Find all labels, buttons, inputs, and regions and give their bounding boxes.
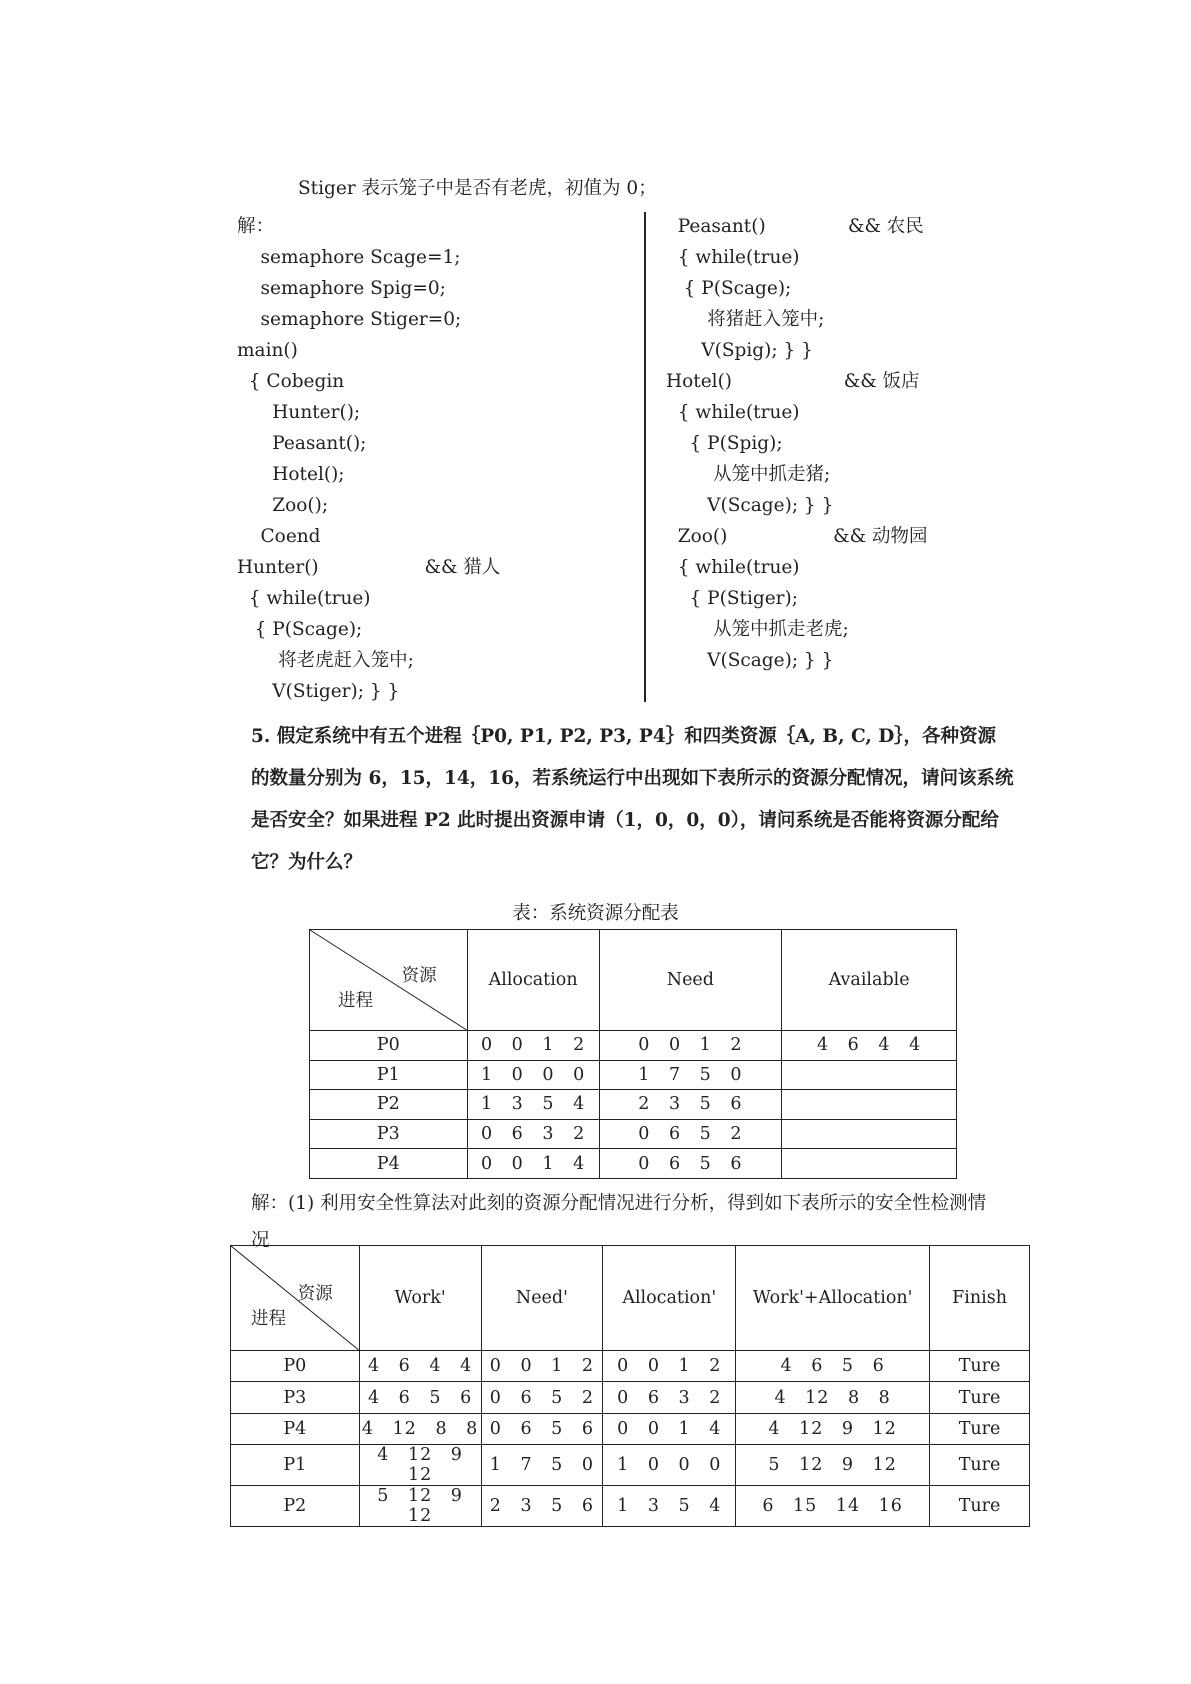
code-line: Zoo() && 动物园 xyxy=(666,526,928,547)
process-cell: P2 xyxy=(231,1486,360,1527)
question-line: 5. 假定系统中有五个进程｛P0, P1, P2, P3, P4｝和四类资源｛A, B, C, D｝，各种资源 xyxy=(251,726,997,747)
available-cell: 4 6 4 4 xyxy=(782,1031,957,1061)
code-line: Coend xyxy=(237,526,321,547)
work-plus-allocation-cell: 6 15 14 16 xyxy=(736,1486,930,1527)
need-cell: 2 3 5 6 xyxy=(481,1486,603,1527)
need-cell: 1 7 5 0 xyxy=(481,1445,603,1486)
diag-top-label: 资源 xyxy=(401,966,437,986)
code-line: Peasant(); xyxy=(237,433,367,454)
code-line: 将猪赶入笼中; xyxy=(666,309,825,330)
diag-bottom-label: 进程 xyxy=(338,991,373,1011)
code-line: { while(true) xyxy=(666,247,800,268)
table-row xyxy=(231,1413,1030,1444)
table-row xyxy=(310,1031,957,1061)
allocation-cell: 1 0 0 0 xyxy=(467,1060,599,1090)
column-header: Finish xyxy=(930,1246,1030,1351)
work-cell: 4 12 8 8 xyxy=(359,1413,481,1444)
question-line: 它？为什么？ xyxy=(251,852,363,873)
process-cell: P0 xyxy=(231,1351,360,1382)
code-line: 从笼中抓走猪; xyxy=(666,464,831,485)
allocation-cell: 0 0 1 2 xyxy=(467,1031,599,1061)
process-cell: P1 xyxy=(310,1060,468,1090)
code-line: Peasant() && 农民 xyxy=(666,216,924,237)
resource-allocation-table xyxy=(309,929,957,1179)
code-line: semaphore Spig=0; xyxy=(237,278,446,299)
code-line: Hunter() && 猎人 xyxy=(237,557,501,578)
allocation-cell: 0 6 3 2 xyxy=(603,1382,736,1413)
need-cell: 0 6 5 2 xyxy=(481,1382,603,1413)
code-line: 从笼中抓走老虎; xyxy=(666,619,849,640)
allocation-cell: 1 0 0 0 xyxy=(603,1445,736,1486)
column-header: Allocation xyxy=(467,930,599,1031)
work-cell: 5 12 9 12 xyxy=(359,1486,481,1527)
diagonal-line xyxy=(231,1246,359,1350)
code-line: { P(Scage); xyxy=(237,619,363,640)
allocation-cell: 1 3 5 4 xyxy=(467,1090,599,1120)
answer-line: 解：(1) 利用安全性算法对此刻的资源分配情况进行分析，得到如下表所示的安全性检测情 xyxy=(251,1193,987,1214)
process-cell: P3 xyxy=(310,1119,468,1149)
code-line: 解： xyxy=(237,216,275,237)
code-line: { while(true) xyxy=(666,557,800,578)
column-header: Need xyxy=(599,930,782,1031)
finish-cell: Ture xyxy=(930,1445,1030,1486)
allocation-cell: 0 0 1 4 xyxy=(603,1413,736,1444)
work-plus-allocation-cell: 4 12 9 12 xyxy=(736,1413,930,1444)
available-cell xyxy=(782,1149,957,1179)
process-cell: P2 xyxy=(310,1090,468,1120)
question-line: 的数量分别为 6，15，14，16，若系统运行中出现如下表所示的资源分配情况，请问该系统 xyxy=(251,768,1014,789)
code-line: main() xyxy=(237,340,298,361)
code-line: Hotel(); xyxy=(237,464,345,485)
table-row xyxy=(310,1060,957,1090)
code-line: semaphore Stiger=0; xyxy=(237,309,462,330)
answer-line-cut: 况 xyxy=(251,1230,270,1251)
column-header: Need' xyxy=(481,1246,603,1351)
work-cell: 4 6 4 4 xyxy=(359,1351,481,1382)
code-line: Zoo(); xyxy=(237,495,329,516)
table-row xyxy=(310,1149,957,1179)
code-line: V(Scage); } } xyxy=(666,650,834,671)
diagonal-line xyxy=(310,930,467,1030)
process-cell: P0 xyxy=(310,1031,468,1061)
process-cell: P1 xyxy=(231,1445,360,1486)
code-line: { while(true) xyxy=(237,588,371,609)
need-cell: 2 3 5 6 xyxy=(599,1090,782,1120)
finish-cell: Ture xyxy=(930,1382,1030,1413)
code-line: V(Spig); } } xyxy=(666,340,813,361)
diagonal-header-cell xyxy=(310,930,468,1031)
code-line: V(Scage); } } xyxy=(666,495,834,516)
table-row xyxy=(310,1119,957,1149)
allocation-cell: 1 3 5 4 xyxy=(603,1486,736,1527)
work-plus-allocation-cell: 5 12 9 12 xyxy=(736,1445,930,1486)
finish-cell: Ture xyxy=(930,1486,1030,1527)
process-cell: P4 xyxy=(231,1413,360,1444)
column-header: Available xyxy=(782,930,957,1031)
allocation-cell: 0 6 3 2 xyxy=(467,1119,599,1149)
code-line: 将老虎赶入笼中; xyxy=(237,650,414,671)
code-line: Hotel() && 饭店 xyxy=(666,371,920,392)
code-line: { while(true) xyxy=(666,402,800,423)
work-plus-allocation-cell: 4 6 5 6 xyxy=(736,1351,930,1382)
need-cell: 0 0 1 2 xyxy=(481,1351,603,1382)
work-cell: 4 12 9 12 xyxy=(359,1445,481,1486)
code-line: V(Stiger); } } xyxy=(237,681,400,702)
diag-bottom-label: 进程 xyxy=(251,1309,286,1329)
finish-cell: Ture xyxy=(930,1413,1030,1444)
table-row xyxy=(231,1486,1030,1527)
table1-caption: 表：系统资源分配表 xyxy=(512,903,679,924)
work-cell: 4 6 5 6 xyxy=(359,1382,481,1413)
code-line: Hunter(); xyxy=(237,402,361,423)
question-line: 是否安全？如果进程 P2 此时提出资源申请（1，0，0，0），请问系统是否能将资源分配给 xyxy=(251,810,999,831)
table-row xyxy=(231,1445,1030,1486)
table-row xyxy=(310,1090,957,1120)
process-cell: P3 xyxy=(231,1382,360,1413)
process-cell: P4 xyxy=(310,1149,468,1179)
table-header-row xyxy=(310,930,957,1031)
allocation-cell: 0 0 1 2 xyxy=(603,1351,736,1382)
code-line: { Cobegin xyxy=(237,371,345,392)
table-header-row xyxy=(231,1246,1030,1351)
column-divider xyxy=(644,212,646,702)
intro-line: Stiger 表示笼子中是否有老虎，初值为 0； xyxy=(298,178,657,199)
code-line: { P(Spig); xyxy=(666,433,783,454)
work-plus-allocation-cell: 4 12 8 8 xyxy=(736,1382,930,1413)
column-header: Work' xyxy=(359,1246,481,1351)
table-row xyxy=(231,1351,1030,1382)
diag-top-label: 资源 xyxy=(297,1284,333,1304)
need-cell: 0 6 5 6 xyxy=(481,1413,603,1444)
code-line: { P(Stiger); xyxy=(666,588,798,609)
allocation-cell: 0 0 1 4 xyxy=(467,1149,599,1179)
table-row xyxy=(231,1382,1030,1413)
code-line: semaphore Scage=1; xyxy=(237,247,461,268)
available-cell xyxy=(782,1060,957,1090)
need-cell: 1 7 5 0 xyxy=(599,1060,782,1090)
need-cell: 0 0 1 2 xyxy=(599,1031,782,1061)
available-cell xyxy=(782,1090,957,1120)
need-cell: 0 6 5 2 xyxy=(599,1119,782,1149)
finish-cell: Ture xyxy=(930,1351,1030,1382)
column-header: Allocation' xyxy=(603,1246,736,1351)
column-header: Work'+Allocation' xyxy=(736,1246,930,1351)
diagonal-header-cell xyxy=(231,1246,360,1351)
safety-check-table xyxy=(230,1245,1030,1527)
code-line: { P(Scage); xyxy=(666,278,792,299)
need-cell: 0 6 5 6 xyxy=(599,1149,782,1179)
available-cell xyxy=(782,1119,957,1149)
